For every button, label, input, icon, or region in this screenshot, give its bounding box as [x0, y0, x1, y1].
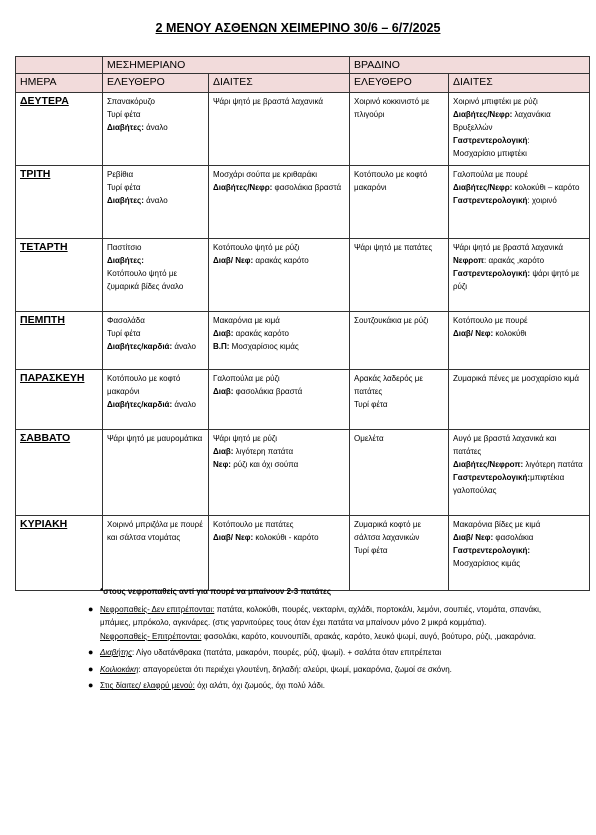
menu-line: [107, 168, 204, 181]
lunch-diet-cell: [209, 430, 350, 516]
dish-text: Μακαρόνια με κιμά: [213, 316, 280, 325]
dish-text: Κοτόπουλο με πατάτες: [213, 520, 294, 529]
day-name: ΠΑΡΑΣΚΕΥΗ: [16, 370, 103, 430]
menu-line: [107, 372, 204, 398]
dish-text: άναλο: [172, 342, 196, 351]
day-column-header: ΗΜΕΡΑ: [16, 74, 103, 93]
menu-line: [354, 314, 444, 327]
diet-label: Νεφροπ: [453, 256, 485, 265]
note-label: Νεφροπαθείς- Επιτρέπονται:: [100, 631, 202, 641]
lunch-diet-cell: [209, 312, 350, 370]
dish-text: μπιφτέκια γαλοπούλας: [453, 473, 565, 495]
dish-text: Τυρί φέτα: [354, 546, 388, 555]
dish-text: Κοτόπουλο ψητό με ρύζι: [213, 243, 300, 252]
notes-list: [88, 603, 568, 693]
menu-line: [213, 518, 345, 531]
dinner-free-cell: [350, 516, 449, 591]
dinner-diet-cell: [449, 516, 590, 591]
menu-line: [453, 544, 585, 557]
menu-line: [354, 168, 444, 194]
menu-line: [354, 95, 444, 121]
diet-label: Γαστρεντερολογική:: [453, 269, 531, 278]
dinner-diet-cell: [449, 370, 590, 430]
meal-header-row: [16, 57, 590, 74]
lunch-free-cell: [103, 93, 209, 166]
dish-text: Μοσχάρι σούπα με κριθαράκι: [213, 170, 317, 179]
note-item: [88, 646, 568, 660]
dish-text: Τυρί φέτα: [107, 110, 141, 119]
note-text: : Λίγο υδατάνθρακα (πατάτα, μακαρόνι, πουρές, ρύζι, ψωμί). + σαλάτα όταν επιτρέπεται: [132, 648, 442, 657]
lunch-diet-header: ΔΙΑΙΤΕΣ: [209, 74, 350, 93]
menu-line: [107, 108, 204, 121]
diet-label: Διαβήτες/Νεφρ:: [453, 110, 513, 119]
lunch-header: ΜΕΣΗΜΕΡΙΑΝΟ: [103, 57, 350, 74]
bullet-icon: ●: [88, 663, 94, 674]
dinner-diet-cell: [449, 239, 590, 312]
dish-text: Αρακάς λαδερός με πατάτες: [354, 374, 423, 396]
menu-line: [107, 267, 204, 293]
day-row: [16, 239, 590, 312]
note-item: [88, 679, 568, 693]
diet-label: Γαστρεντερολογική:: [453, 546, 531, 555]
diet-label: Διαβήτες:: [107, 123, 144, 132]
menu-line: [453, 241, 585, 254]
diet-label: Διαβήτες/Νεφροπ:: [453, 460, 524, 469]
dish-text: Μοσχαρίσιο μπιφτέκι: [453, 149, 527, 158]
dish-text: Γαλοπούλα με πουρέ: [453, 170, 528, 179]
dish-text: φασολάκια βραστά: [272, 183, 342, 192]
dish-text: :: [527, 136, 530, 145]
menu-line: [107, 432, 204, 445]
bullet-icon: ●: [88, 647, 94, 657]
dish-text: Σουτζουκάκια με ρύζι: [354, 316, 429, 325]
diet-label: Νεφ:: [213, 460, 231, 469]
column-header-row: [16, 74, 590, 93]
dish-text: λιγότερη πατάτα: [523, 460, 583, 469]
diet-label: Διαβ:: [213, 329, 234, 338]
menu-line: [453, 327, 585, 340]
dish-text: Ζυμαρικά πένες με μοσχαρίσιο κιμά: [453, 374, 580, 383]
note-label: Στις δίαιτες/ ελαφρύ μενού:: [100, 681, 195, 690]
bullet-icon: ●: [88, 680, 94, 690]
dish-text: Μοσχαρίσιος κιμάς: [229, 342, 299, 351]
empty-header-cell: [16, 57, 103, 74]
menu-line: [107, 314, 204, 327]
dinner-free-cell: [350, 312, 449, 370]
menu-line: [354, 372, 444, 398]
dish-text: Ψάρι ψητό με πατάτες: [354, 243, 433, 252]
dish-text: ρύζι και όχι σούπα: [230, 460, 299, 469]
note-item: [88, 603, 568, 644]
dish-text: Κοτόπουλο ψητό με ζυμαρικά βίδες άναλο: [107, 269, 184, 291]
day-row: [16, 166, 590, 239]
menu-line: [453, 147, 585, 160]
menu-line: [213, 168, 345, 181]
diet-label: Διαβ:: [213, 387, 234, 396]
dinner-diet-cell: [449, 312, 590, 370]
dish-text: αρακάς καρότο: [253, 256, 309, 265]
dish-text: ψάρι ψητό με ρύζι: [453, 269, 580, 291]
menu-line: [107, 121, 204, 134]
menu-line: [354, 398, 444, 411]
dish-text: : χοιρινό: [527, 196, 557, 205]
day-row: [16, 312, 590, 370]
dish-text: Αυγό με βραστά λαχανικά και πατάτες: [453, 434, 557, 456]
dish-text: φασολάκια βραστά: [233, 387, 303, 396]
diet-label: Διαβήτες/Νεφρ:: [213, 183, 273, 192]
note-text: : απαγορεύεται ότι περιέχει γλουτένη, δηλαδή: αλεύρι, ψωμί, μακαρόνια, ζωμοί σε σκόνη.: [138, 664, 452, 674]
bullet-icon: ●: [88, 603, 94, 614]
dish-text: φασολάκια: [493, 533, 534, 542]
diet-label: Β.Π:: [213, 342, 230, 351]
lunch-free-cell: [103, 370, 209, 430]
menu-line: [107, 95, 204, 108]
page-title: 2 ΜΕΝΟΥ ΑΣΘΕΝΩΝ ΧΕΙΜΕΡΙΝΟ 30/6 – 6/7/2025: [155, 21, 441, 35]
day-name: ΤΕΤΑΡΤΗ: [16, 239, 103, 312]
dish-text: Κοτόπουλο με κοφτό μακαρόνι: [107, 374, 181, 396]
dish-text: Μοσχαρίσιος κιμάς: [453, 559, 521, 568]
dish-text: κολοκύθι - καρότο: [253, 533, 319, 542]
menu-line: [213, 372, 345, 385]
diet-label: Διαβήτες/Νεφρ:: [453, 183, 513, 192]
menu-line: [453, 458, 585, 471]
menu-line: [453, 432, 585, 458]
menu-line: [213, 314, 345, 327]
dinner-free-cell: [350, 430, 449, 516]
menu-line: [213, 95, 345, 108]
days-body: [16, 93, 590, 591]
menu-line: [107, 181, 204, 194]
note-text: φασολάκι, καρότο, κουνουπίδι, αρακάς, καρότο, λευκό ψωμί, αυγό, βούτυρο, ρύζι, ,μακαρόνια.: [201, 631, 537, 641]
menu-line: [453, 95, 585, 108]
dish-text: Τυρί φέτα: [107, 183, 141, 192]
note-text: όχι αλάτι, όχι ζωμούς, όχι πολύ λάδι.: [194, 681, 325, 690]
dish-text: άναλο: [143, 123, 168, 132]
lunch-diet-cell: [209, 93, 350, 166]
dish-text: Γαλοπούλα με ρύζι: [213, 374, 280, 383]
lunch-free-cell: [103, 516, 209, 591]
day-row: [16, 516, 590, 591]
note-item: [88, 663, 568, 677]
diet-label: Διαβ/ Νεφ:: [453, 533, 494, 542]
day-name: ΣΑΒΒΑΤΟ: [16, 430, 103, 516]
dish-text: Ψάρι ψητό με ρύζι: [213, 434, 278, 443]
dish-text: Ρεβίθια: [107, 170, 134, 179]
dish-text: Ομελέτα: [354, 434, 384, 443]
dish-text: αρακάς καρότο: [233, 329, 289, 338]
menu-line: [453, 531, 585, 544]
menu-line: [453, 194, 585, 207]
note-text: πατάτα, κολοκύθι, πουρές, νεκταρίνι, αχλάδι, πορτοκάλι, λεμόνι, σουπιές, ντομάτα, σπανάκι, μπάμιες, μπρόκολο, αγκινάρες. (στις γαρνιτούρες τους όταν έχει πατάτα να μπαίνουν μόνο 2 μικρά κομμάτια).: [100, 604, 542, 627]
dish-text: Ψάρι ψητό με βραστά λαχανικά: [453, 243, 563, 252]
menu-line: [453, 108, 585, 134]
diet-label: Διαβήτες/καρδιά:: [107, 342, 173, 351]
lunch-diet-cell: [209, 166, 350, 239]
dish-text: : αρακάς ,καρότο: [484, 256, 545, 265]
dish-text: Ψάρι ψητό με βραστά λαχανικά: [213, 97, 323, 106]
menu-line: [453, 181, 585, 194]
diet-label: Διαβήτες:: [107, 196, 144, 205]
day-name: ΤΡΙΤΗ: [16, 166, 103, 239]
lunch-free-cell: [103, 239, 209, 312]
dish-text: Σπανακόρυζο: [107, 97, 155, 106]
menu-line: [354, 544, 444, 557]
dinner-free-cell: [350, 239, 449, 312]
dinner-free-cell: [350, 166, 449, 239]
lunch-diet-cell: [209, 239, 350, 312]
day-row: [16, 93, 590, 166]
lunch-diet-cell: [209, 370, 350, 430]
menu-line: [354, 432, 444, 445]
diet-label: Διαβήτες/καρδιά:: [107, 400, 173, 409]
diet-label: Διαβήτες:: [107, 256, 144, 265]
menu-line: [213, 458, 345, 471]
dish-text: κολοκύθι: [493, 329, 527, 338]
menu-line: [453, 314, 585, 327]
menu-line: [453, 134, 585, 147]
menu-line: [107, 398, 204, 411]
dinner-diet-header: ΔΙΑΙΤΕΣ: [449, 74, 590, 93]
menu-line: [107, 241, 204, 254]
diet-label: Διαβ/ Νεφ:: [213, 256, 254, 265]
day-name: ΔΕΥΤΕΡΑ: [16, 93, 103, 166]
dish-text: άναλο: [172, 400, 196, 409]
diet-label: Γαστρεντερολογική:: [453, 473, 531, 482]
day-row: [16, 430, 590, 516]
menu-line: [107, 327, 204, 340]
lunch-free-cell: [103, 430, 209, 516]
diet-label: Διαβ/ Νεφ:: [213, 533, 254, 542]
menu-line: [213, 254, 345, 267]
dish-text: Ζυμαρικά κοφτό με σάλτσα λαχανικών: [354, 520, 422, 542]
dish-text: λιγότερη πατάτα: [233, 447, 294, 456]
menu-line: [213, 531, 345, 544]
diet-label: Διαβ/ Νεφ:: [453, 329, 494, 338]
menu-line: [453, 372, 585, 385]
menu-line: [107, 194, 204, 207]
dish-text: Φασολάδα: [107, 316, 145, 325]
dish-text: Χοιρινό μπριζόλα με πουρέ και σάλτσα ντομάτας: [107, 520, 203, 542]
notes-section: [88, 585, 568, 696]
menu-line: [107, 340, 204, 353]
menu-line: [213, 340, 345, 353]
menu-line: [213, 241, 345, 254]
dish-text: Μακαρόνια βίδες με κιμά: [453, 520, 541, 529]
diet-label: Γαστρεντερολογική: [453, 196, 528, 205]
menu-line: [453, 254, 585, 267]
menu-line: [453, 518, 585, 531]
menu-line: [107, 518, 204, 544]
menu-line: [354, 241, 444, 254]
dish-text: Χοιρινό μπιφτέκι με ρύζι: [453, 97, 538, 106]
note-label: Νεφροπαθείς- Δεν επιτρέπονται:: [100, 604, 215, 614]
menu-line: [453, 557, 585, 570]
dish-text: Τυρί φέτα: [107, 329, 141, 338]
lunch-free-cell: [103, 312, 209, 370]
dinner-diet-cell: [449, 430, 590, 516]
dish-text: Ψάρι ψητό με μαυρομάτικα: [107, 434, 203, 443]
menu-line: [213, 385, 345, 398]
dinner-free-cell: [350, 93, 449, 166]
diet-label: Διαβ:: [213, 447, 234, 456]
dish-text: Χοιρινό κοκκινιστό με πλιγούρι: [354, 97, 430, 119]
lunch-free-header: ΕΛΕΥΘΕΡΟ: [103, 74, 209, 93]
menu-line: [354, 518, 444, 544]
lunch-diet-cell: [209, 516, 350, 591]
dinner-diet-cell: [449, 166, 590, 239]
dish-text: λαχανάκια Βρυξελλών: [453, 110, 551, 132]
day-name: ΠΕΜΠΤΗ: [16, 312, 103, 370]
menu-line: [453, 471, 585, 497]
menu-line: [213, 432, 345, 445]
dinner-free-cell: [350, 370, 449, 430]
note-label: Κοιλιοκάκη: [100, 664, 139, 674]
dish-text: κολοκύθι – καρότο: [512, 183, 580, 192]
menu-line: [213, 327, 345, 340]
dish-text: Κοτόπουλο με κοφτό μακαρόνι: [354, 170, 428, 192]
lunch-free-cell: [103, 166, 209, 239]
dinner-header: ΒΡΑΔΙΝΟ: [350, 57, 590, 74]
menu-line: [107, 254, 204, 267]
menu-line: [213, 445, 345, 458]
day-name: ΚΥΡΙΑΚΗ: [16, 516, 103, 591]
day-row: [16, 370, 590, 430]
menu-table: [15, 56, 590, 591]
dish-text: Κοτόπουλο με πουρέ: [453, 316, 528, 325]
dish-text: άναλο: [143, 196, 168, 205]
notes-heading: *στους νεφροπαθείς αντί για πουρέ να μπαίνουν 2-3 πατάτες: [100, 587, 331, 596]
dish-text: Παστίτσιο: [107, 243, 142, 252]
note-label: Διαβήτης: [100, 648, 133, 657]
dish-text: Τυρί φέτα: [354, 400, 388, 409]
dinner-free-header: ΕΛΕΥΘΕΡΟ: [350, 74, 449, 93]
menu-line: [453, 168, 585, 181]
dinner-diet-cell: [449, 93, 590, 166]
diet-label: Γαστρεντερολογική: [453, 136, 528, 145]
menu-line: [213, 181, 345, 194]
menu-line: [453, 267, 585, 293]
